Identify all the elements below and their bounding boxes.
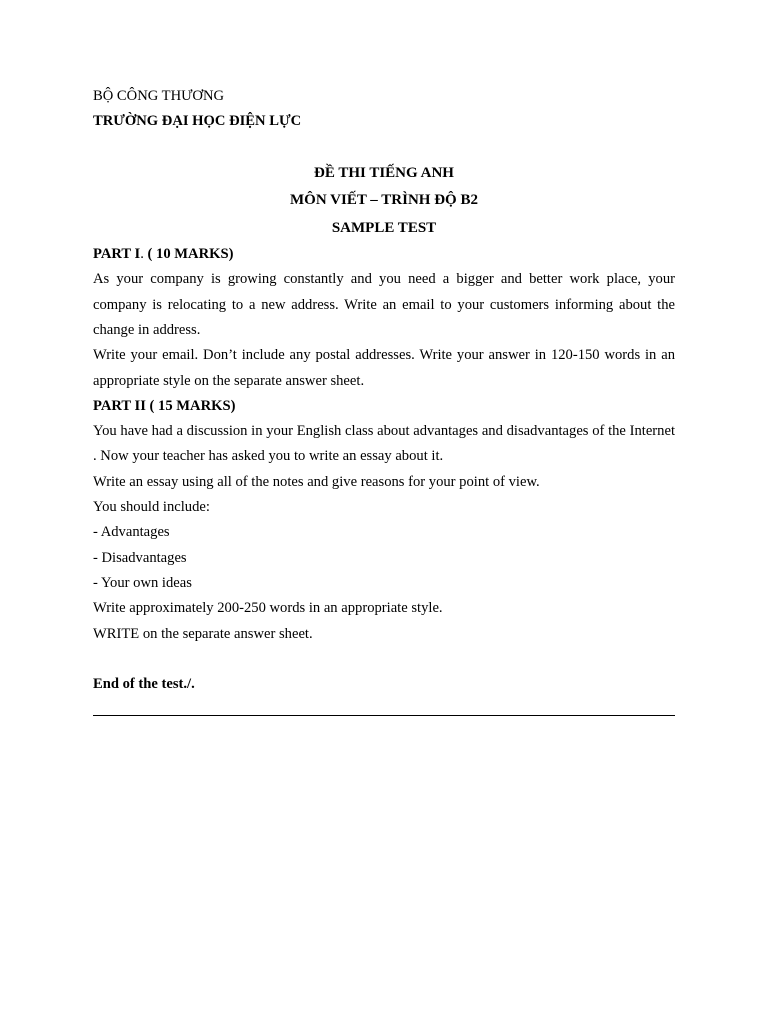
bullet-disadvantages: - Disadvantages — [93, 549, 187, 566]
part-1-instructions: Write your email. Don’t include any postal addresses. Write your answer in 120-150 words in an appropriate style on the separate answer sheet. — [93, 347, 675, 389]
part-2-essay-instruction: Write an essay using all of the notes and give reasons for your point of view. — [93, 473, 540, 490]
part-1-label: PART I — [93, 246, 141, 263]
exam-title-block — [93, 160, 675, 243]
end-divider-line — [93, 715, 675, 716]
bullet-advantages: - Advantages — [93, 524, 170, 541]
ministry-name: BỘ CÔNG THƯƠNG — [93, 88, 225, 104]
part-2-word-count: Write approximately 200-250 words in an appropriate style. — [93, 600, 443, 617]
exam-subtitle: MÔN VIẾT – TRÌNH ĐỘ B2 — [290, 192, 478, 209]
exam-title: ĐỀ THI TIẾNG ANH — [314, 164, 454, 181]
part-2-answer-sheet: WRITE on the separate answer sheet. — [93, 625, 313, 642]
part-2-prompt: You have had a discussion in your English class about advantages and disadvantages of the Internet . Now your teacher has asked you to write an essay about it. — [93, 423, 675, 465]
sample-test-label: SAMPLE TEST — [331, 219, 437, 236]
bullet-own-ideas: - Your own ideas — [93, 574, 192, 591]
part-2-heading: PART II ( 15 MARKS) — [93, 397, 236, 414]
part-2-include-label: You should include: — [93, 499, 210, 516]
part-1-heading — [93, 242, 675, 267]
part-1-marks: ( 10 MARKS) — [143, 246, 234, 263]
part-1-dot: . — [140, 246, 144, 263]
part-1-prompt: As your company is growing constantly and you need a bigger and better work place, your company is relocating to a new address. Write an email to your customers informing about the change in address. — [93, 271, 675, 338]
exam-page — [93, 84, 675, 697]
end-of-test: End of the test./. — [93, 675, 195, 692]
university-name: TRƯỜNG ĐẠI HỌC ĐIỆN LỰC — [93, 113, 302, 130]
